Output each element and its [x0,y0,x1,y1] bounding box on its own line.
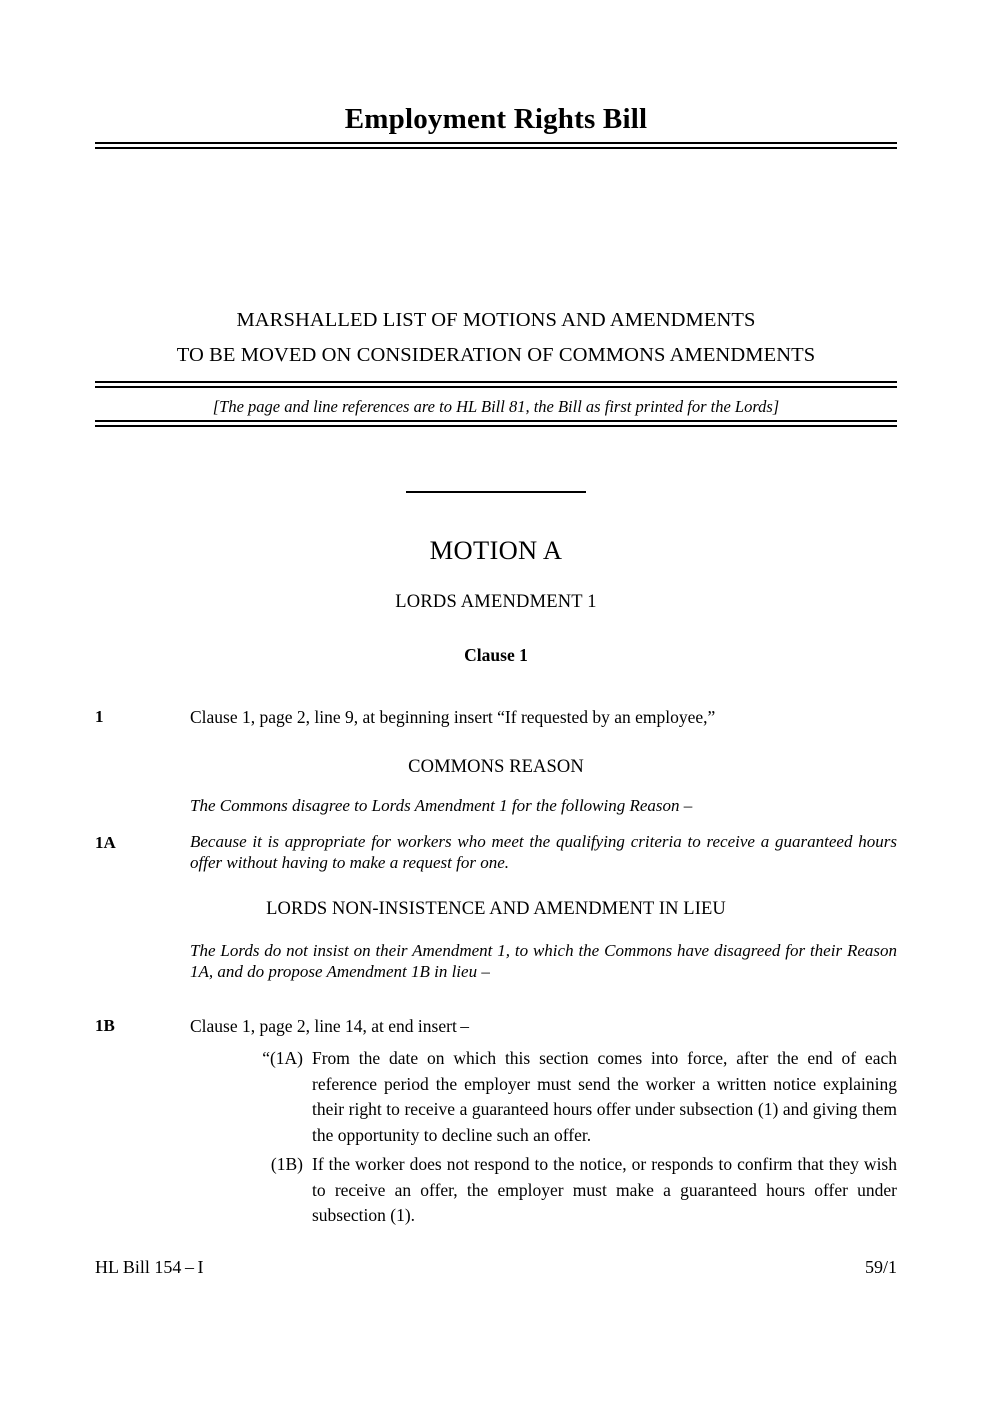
amendment-number: 1 [95,707,104,726]
page-footer [95,1257,897,1278]
inserted-subsection [95,1046,897,1148]
page-number: 59/1 [864,1257,897,1277]
section-divider [0,483,991,501]
clause-heading: Clause 1 [464,645,528,665]
lords-non-insistence-heading: LORDS NON-INSISTENCE AND AMENDMENT IN LIEU [266,899,726,919]
reason-text: Because it is appropriate for workers who meet the qualifying criteria to receive a guaranteed hours offer without having to make a request for one. [190,832,897,872]
page-title: Employment Rights Bill [344,103,648,135]
subsection-text: If the worker does not respond to the notice, or responds to confirm that they wish to receive an offer, the employer must make a guaranteed hours offer under subsection (1). [312,1154,897,1225]
subsection-label: (1B) [270,1154,303,1174]
amendment-text: Clause 1, page 2, line 9, at beginning insert “If requested by an employee,” [190,707,716,727]
lords-lead-in-text: The Lords do not insist on their Amendment 1, to which the Commons have disagreed for their Reason 1A, and do propose Amendment 1B in lieu – [190,941,897,981]
inserted-subsection [95,1152,897,1229]
reason-entry [95,831,897,873]
marshalled-list-heading [95,303,897,373]
amendment-in-lieu-text: Clause 1, page 2, line 14, at end insert – [190,1016,470,1036]
marshalled-heading-line-1: MARSHALLED LIST OF MOTIONS AND AMENDMENTS [236,309,756,331]
reference-note: [The page and line references are to HL Bill 81, the Bill as first printed for the Lords] [212,397,780,416]
reference-note-top-divider [95,381,897,388]
motion-title: MOTION A [429,535,563,565]
subsection-label: “(1A) [262,1048,303,1068]
amendment-entry [95,705,897,729]
bill-reference: HL Bill 154 – I [95,1257,204,1277]
marshalled-heading-line-2: TO BE MOVED ON CONSIDERATION OF COMMONS AMENDMENTS [176,344,816,366]
commons-reason-heading: COMMONS REASON [408,757,584,777]
commons-lead-in-text: The Commons disagree to Lords Amendment 1 for the following Reason – [190,796,693,815]
subsection-text: From the date on which this section comes into force, after the end of each reference period the employer must send the worker a written notice explaining their right to receive a guaranteed hours offer under subsection (1) and giving them the opportunity to decline such an offer. [312,1048,897,1145]
lords-amendment-heading: LORDS AMENDMENT 1 [395,592,597,612]
amendment-in-lieu-entry [95,1014,897,1038]
amendment-in-lieu-number: 1B [95,1016,115,1035]
reason-number: 1A [95,833,116,852]
reference-note-bottom-divider [95,420,897,427]
title-divider [95,142,897,149]
